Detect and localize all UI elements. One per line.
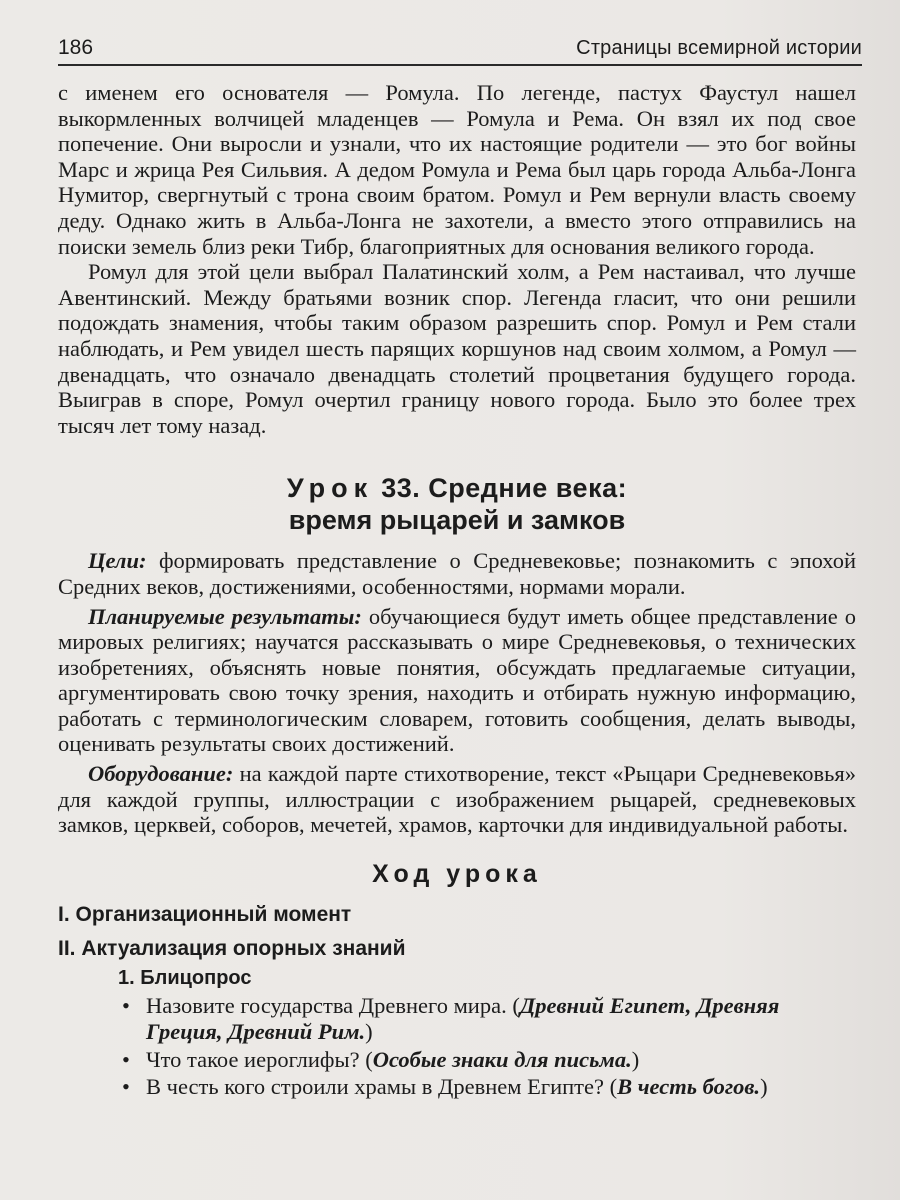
lesson-title-line-1	[58, 472, 856, 504]
lesson-results	[58, 604, 856, 758]
list-item	[118, 1047, 856, 1073]
substage-1-title: 1. Блицопрос	[118, 967, 252, 990]
stage-2-title: II. Актуализация опорных знаний	[58, 937, 406, 961]
question-end: )	[631, 1046, 640, 1072]
page-content	[58, 80, 856, 1100]
lesson-title	[58, 472, 856, 536]
stage-1-title: I. Организационный момент	[58, 903, 352, 927]
lesson-title-line-2: время рыцарей и замков	[288, 505, 626, 536]
intro-paragraph-2: Ромул для этой цели выбрал Палатинский холм, а Рем настаивал, что лучше Авентинский. Между братьями возник спор. Легенда гласит, что они решили подождать знамения, чтобы таким образом разрешить спор. Ромул и Рем стали наблюдать, и Рем увидел шесть парящих коршунов над своим холмом, а Ромул — двенадцать, что означало двенадцать столетий процветания будущего города. Выиграв в споре, Ромул очертил границу нового города. Было это более трех тысяч лет тому назад.	[58, 259, 856, 438]
equipment-text: на каждой парте стихотворение, текст «Рыцари Средневековья» для каждой группы, иллюстрации с изображением рыцарей, средневековых замков, церквей, соборов, мечетей, храмов, карточки для индивидуальной работы.	[58, 761, 856, 838]
question-text: Что такое иероглифы? (	[146, 1046, 373, 1072]
question-text: В честь кого строили храмы в Древнем Египте? (	[146, 1074, 618, 1100]
running-title: Страницы всемирной истории	[576, 37, 862, 59]
page-number: 186	[58, 36, 94, 59]
answer-text: В честь богов.	[617, 1074, 761, 1100]
course-title: Ход урока	[372, 859, 542, 888]
list-item	[118, 993, 856, 1044]
question-end: )	[365, 1019, 373, 1045]
results-label: Планируемые результаты:	[88, 603, 362, 629]
answer-text: Древний Египет, Древняя Греция, Древний Рим.	[146, 993, 780, 1045]
answer-text: Особые знаки для письма.	[372, 1046, 632, 1072]
lesson-word: Урок	[286, 473, 374, 504]
goals-text: формировать представление о Средневековье; познакомить с эпохой Средних веков, достижениями, особенностями, нормами морали.	[58, 548, 856, 599]
intro-paragraph-1: с именем его основателя — Ромула. По легенде, пастух Фаустул нашел выкормленных волчицей младенцев — Ромула и Рема. Он взял их под свое попечение. Они выросли и узнали, что их настоящие родители — это бог войны Марс и жрица Рея Сильвия. А дедом Ромула и Рема был царь города Альба-Лонга Нумитор, свергнутый с трона своим братом. Ромул и Рем вернули власть своему деду. Однако жить в Альба-Лонга не захотели, а вместо этого отправились на поиски земель близ реки Тибр, благоприятных для основания великого города.	[58, 80, 856, 259]
list-item	[118, 1074, 856, 1100]
results-text: обучающиеся будут иметь общее представление о мировых религиях; научатся рассказывать о мире Средневековья, о технических изобретениях, объяснять новые понятия, обсуждать предлагаемые ситуации, аргументировать свою точку зрения, находить и отбирать нужную информацию, работать с терминологическим словарем, готовить сообщения, делать выводы, оценивать результаты своих достижений.	[58, 603, 856, 757]
lesson-equipment	[58, 761, 856, 838]
page-header	[58, 36, 862, 66]
question-text: Назовите государства Древнего мира. (	[146, 993, 520, 1019]
goals-label: Цели:	[88, 548, 147, 574]
equipment-label: Оборудование:	[88, 761, 234, 787]
lesson-goals	[58, 548, 856, 599]
question-end: )	[760, 1074, 768, 1100]
lesson-number-topic: 33. Средние века:	[381, 473, 628, 504]
question-list	[58, 993, 856, 1099]
